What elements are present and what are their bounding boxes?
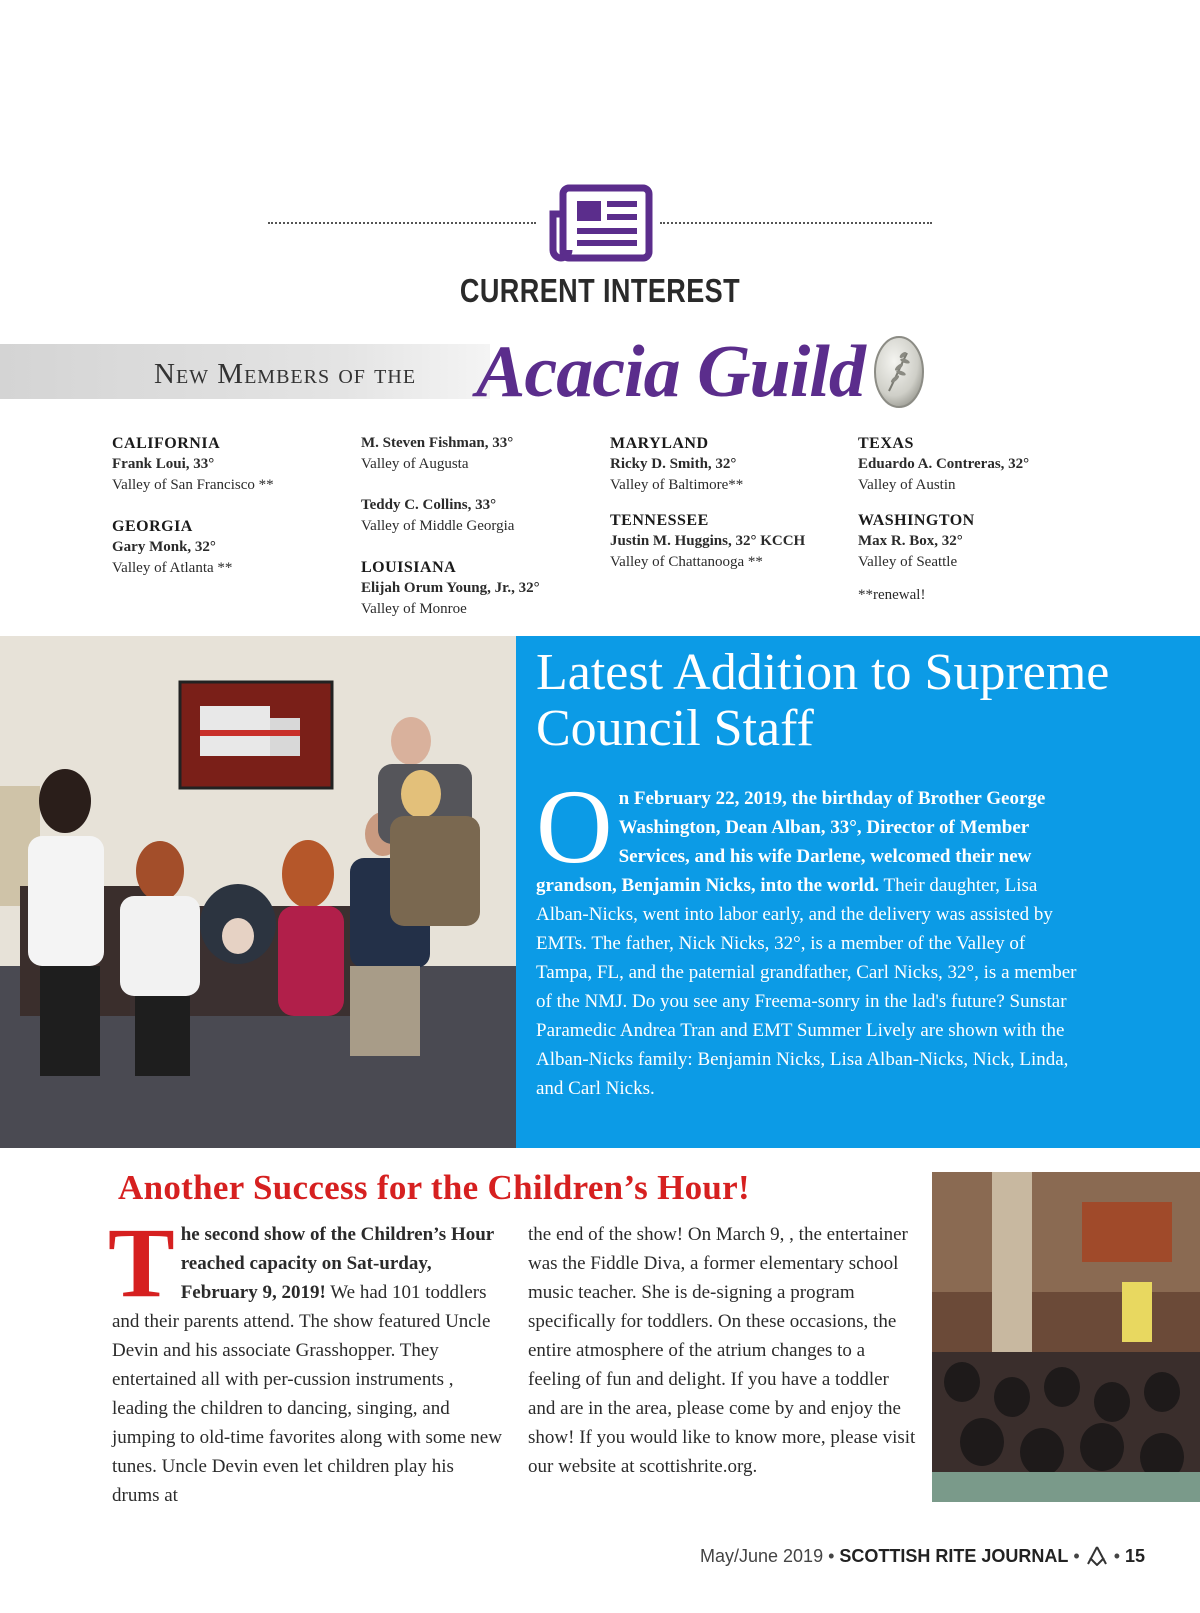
acacia-medal-icon — [873, 335, 925, 409]
member-valley: Valley of Middle Georgia — [361, 518, 515, 534]
left-dotted-rule — [268, 222, 536, 224]
right-dotted-rule — [660, 222, 932, 224]
page-number: 15 — [1125, 1546, 1146, 1566]
member-name: Eduardo A. Contreras, 32° — [858, 456, 1030, 472]
member-name: Gary Monk, 32° — [112, 539, 216, 555]
member-valley: Valley of San Francisco ** — [112, 477, 274, 493]
members-column-4 — [858, 433, 1098, 606]
staff-article-body — [536, 768, 1078, 1103]
childrens-hour-column-1 — [108, 1207, 504, 1510]
issue-date: May/June 2019 — [700, 1546, 824, 1566]
members-column-3 — [610, 433, 850, 593]
newspaper-icon — [549, 184, 653, 262]
state-heading: WASHINGTON — [858, 512, 975, 529]
renewal-note: **renewal! — [858, 587, 926, 603]
members-column-1 — [112, 433, 342, 599]
journal-name: SCOTTISH RITE JOURNAL — [839, 1546, 1069, 1566]
member-name: Max R. Box, 32° — [858, 533, 963, 549]
atrium-audience-photo — [932, 1172, 1200, 1502]
member-name: Justin M. Huggins, 32° KCCH — [610, 533, 806, 549]
member-name: Ricky D. Smith, 32° — [610, 456, 737, 472]
new-members-label: New Members of the — [154, 358, 417, 390]
square-compass-icon — [1085, 1546, 1109, 1566]
staff-lead: n February 22, 2019, the birthday of Brother George Washington, Dean Alban, 33°, Director of Member Services, and his wife Darlene, welcomed their new grandson, Benjamin Nicks, into the world. — [536, 788, 1046, 896]
member-name: Elijah Orum Young, Jr., 32° — [361, 580, 540, 596]
member-valley: Valley of Seattle — [858, 554, 958, 570]
page-footer: May/June 2019 • SCOTTISH RITE JOURNAL • • 15 — [700, 1546, 1146, 1566]
guild-name: Acacia Guild — [476, 331, 865, 413]
state-heading: CALIFORNIA — [112, 435, 221, 452]
staff-body-text: Their daughter, Lisa Alban-Nicks, went into labor early, and the delivery was assisted by EMTs. The father, Nick Nicks, 32°, is a member of the Valley of Tampa, FL, and the paternial grandfather, Carl Nicks, 32°, is a member of the NMJ. Do you see any Freema-sonry in the lad's future? Sunstar Paramedic Andrea Tran and EMT Summer Lively are shown with the Alban-Nicks family: Benjamin Nicks, Lisa Alban-Nicks, Nick, Linda, and Carl Nicks. — [536, 875, 1077, 1099]
staff-dropcap: O — [536, 768, 613, 885]
state-heading: TEXAS — [858, 435, 914, 452]
childrens-hour-column-2: the end of the show! On March 9, , the entertainer was the Fiddle Diva, a former elementary school music teacher. She is de-signing a program specifically for toddlers. On these occasions, the entire atmosphere of the atrium changes to a feeling of fun and delight. If you have a toddler and are in the area, please come by and enjoy the show! If you would like to know more, please visit our website at scottishrite.org. — [528, 1224, 916, 1477]
member-valley: Valley of Augusta — [361, 456, 469, 472]
childrens-lead: he second show of the Children’s Hour reached capacity on Sat-urday, February 9, 2019! — [180, 1224, 494, 1303]
member-valley: Valley of Baltimore** — [610, 477, 744, 493]
state-heading: GEORGIA — [112, 518, 193, 535]
childrens-dropcap: T — [108, 1207, 175, 1318]
members-column-2 — [361, 433, 601, 640]
family-group-photo — [0, 636, 516, 1148]
childrens-hour-title: Another Success for the Children’s Hour! — [118, 1168, 750, 1207]
member-valley: Valley of Austin — [858, 477, 956, 493]
member-valley: Valley of Atlanta ** — [112, 560, 233, 576]
state-heading: LOUISIANA — [361, 559, 457, 576]
childrens-body-1: We had 101 toddlers and their parents attend. The show featured Uncle Devin and his associate Grasshopper. They entertained all with per-cussion instruments , leading the children to dancing, singing, and jumping to old-time favorites along with some new tunes. Uncle Devin even let children play his drums at — [112, 1282, 502, 1506]
member-valley: Valley of Monroe — [361, 601, 467, 617]
state-heading: MARYLAND — [610, 435, 709, 452]
member-valley: Valley of Chattanooga ** — [610, 554, 763, 570]
member-name: Teddy C. Collins, 33° — [361, 497, 497, 513]
section-title: CURRENT INTEREST — [459, 272, 741, 309]
member-name: M. Steven Fishman, 33° — [361, 435, 514, 451]
staff-article-title: Latest Addition to Supreme Council Staff — [536, 644, 1110, 757]
member-name: Frank Loui, 33° — [112, 456, 215, 472]
state-heading: TENNESSEE — [610, 512, 709, 529]
